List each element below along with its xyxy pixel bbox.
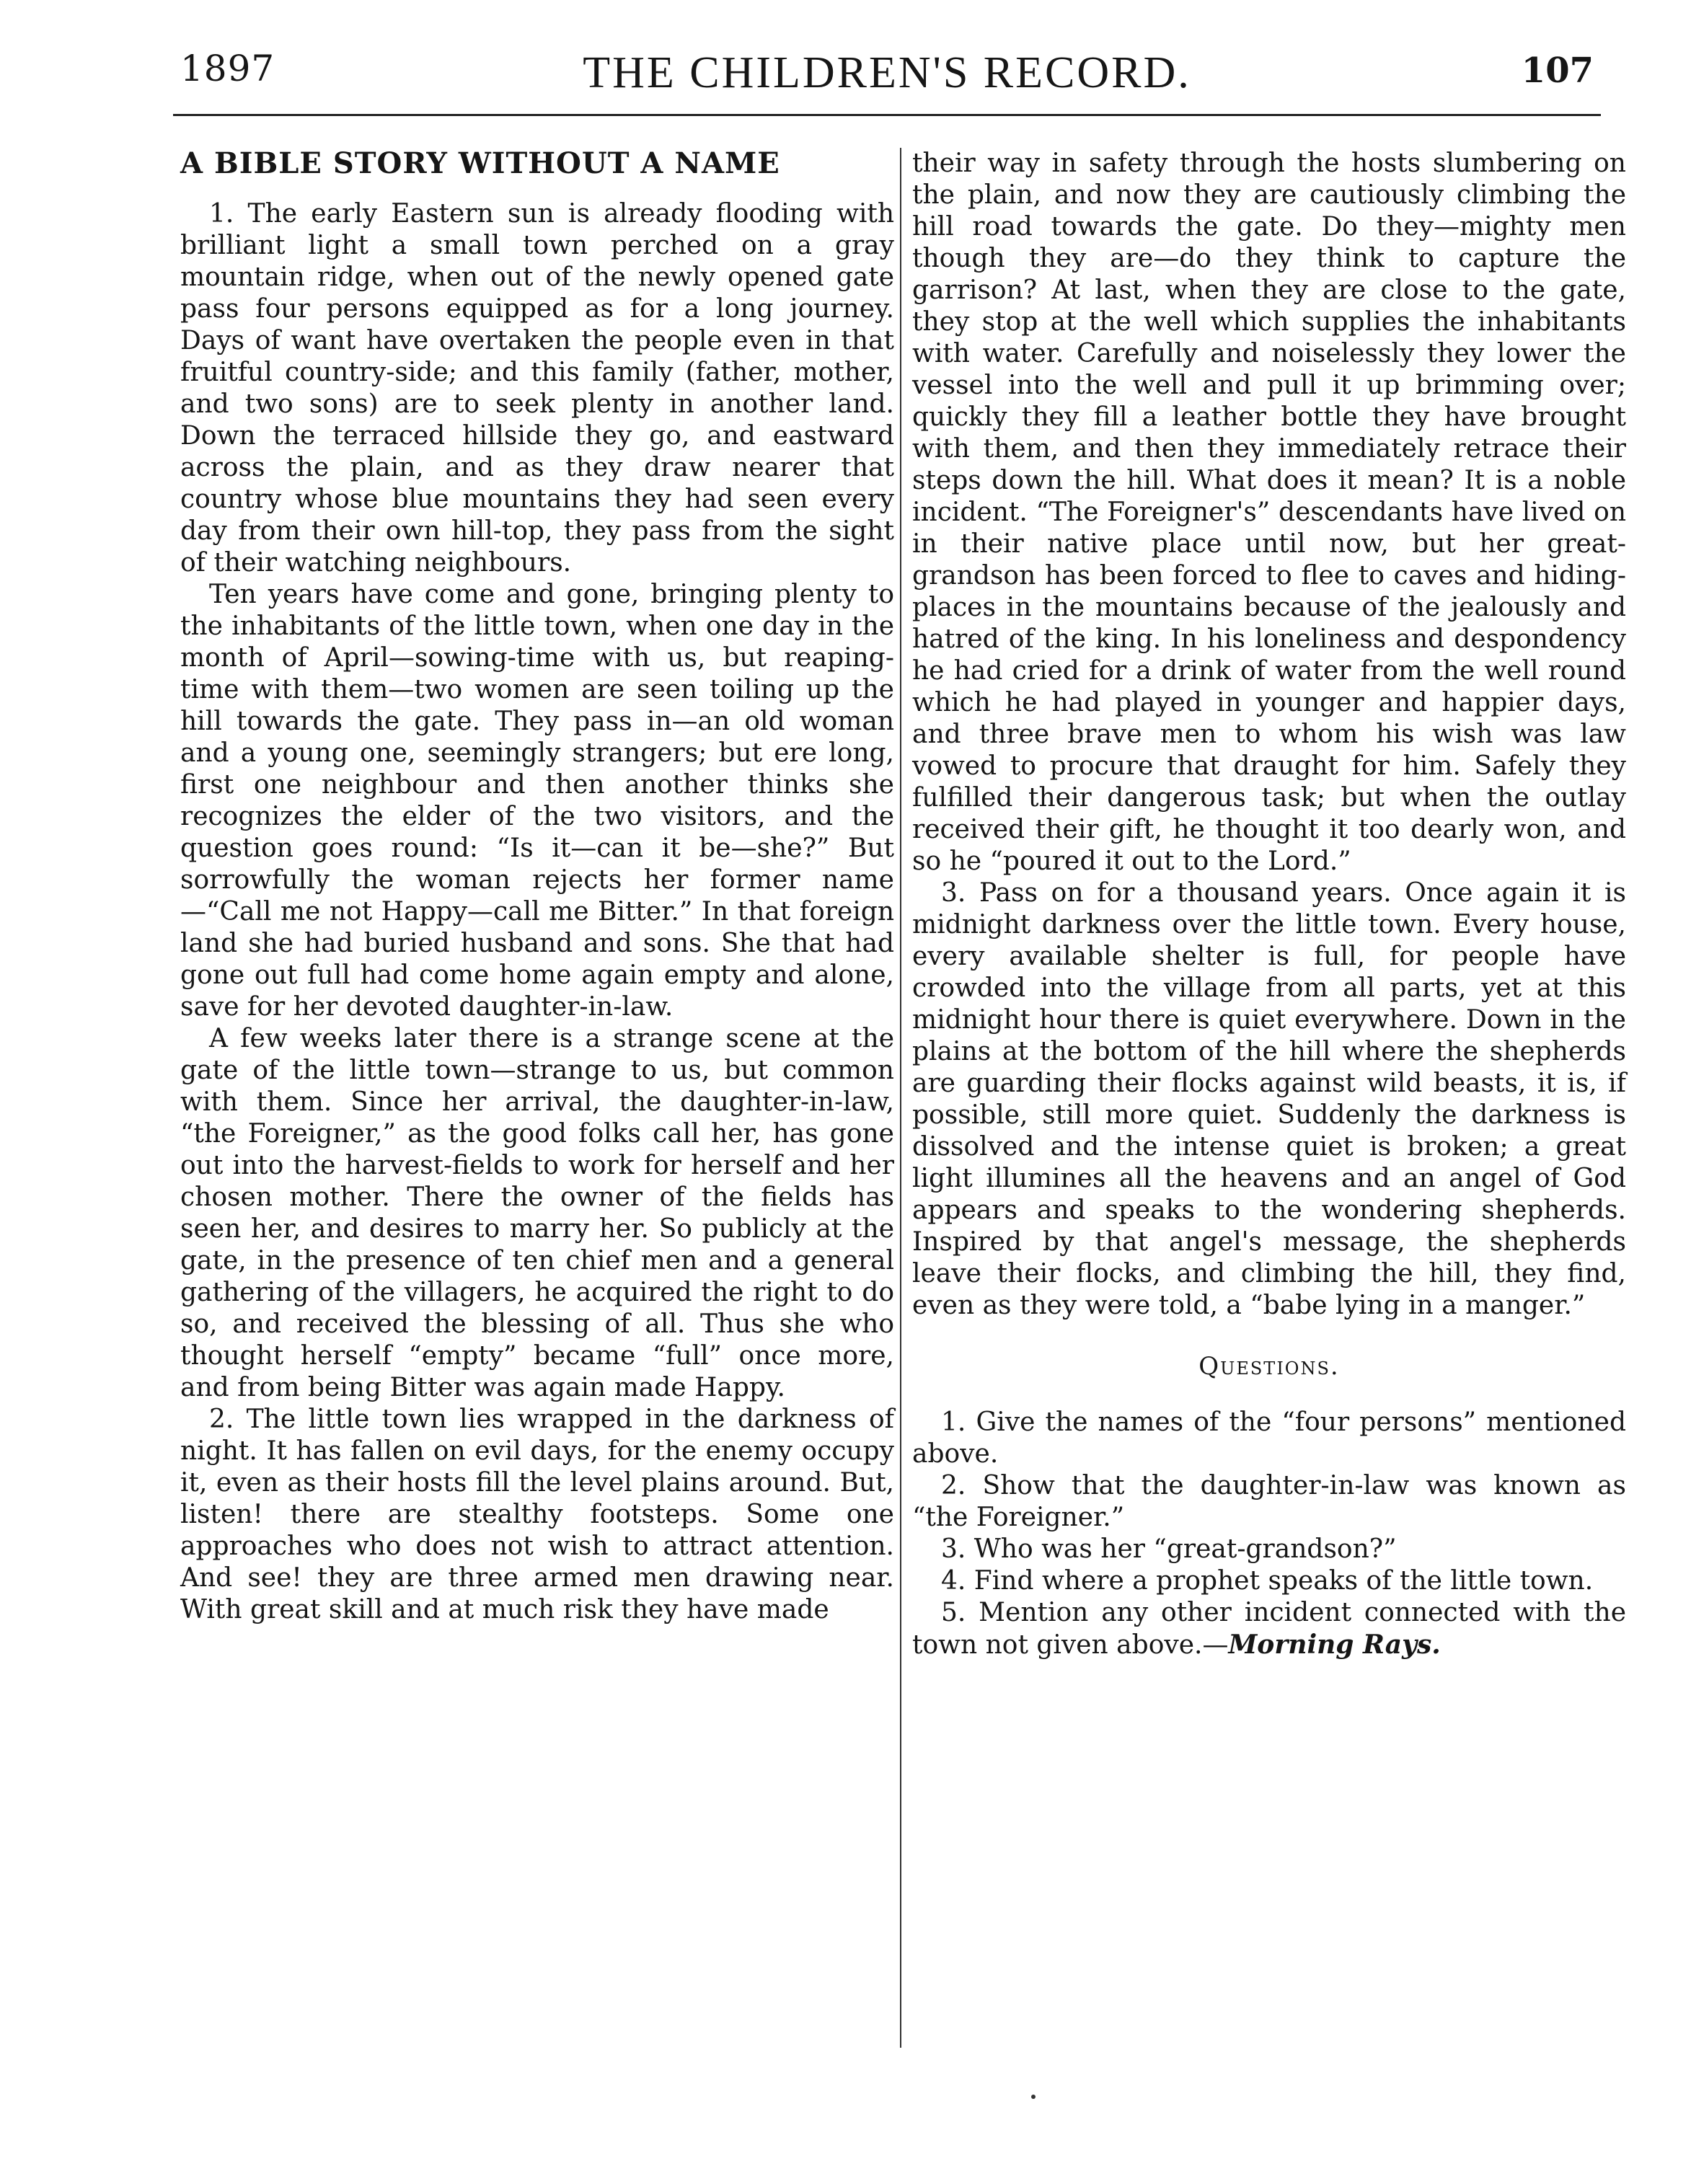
question-item: 4. Find where a prophet speaks of the little town.: [941, 1566, 1594, 1596]
column-divider: [900, 148, 901, 2048]
question-item: 3. Who was her “great-grandson?”: [941, 1534, 1397, 1564]
question-item: 1. Give the names of the “four persons” mentioned above.: [912, 1407, 1626, 1469]
header-rule: [173, 114, 1601, 116]
header-year: 1897: [180, 48, 275, 89]
paragraph: 3. Pass on for a thousand years. Once again it is midnight darkness over the little town. Every house, every available shelter is full, for people have crowded into the village from all parts, yet at this midnight hour there is quiet everywhere. Down in the plains at the bottom of the hill where the shepherds are guarding their flocks against wild beasts, it is, if possible, still more quiet. Suddenly the darkness is dissolved and the intense quiet is broken; a great light illumines all the heavens and an angel of God appears and speaks to the wondering shepherds. Inspired by that angel's message, the shepherds leave their flocks, and climbing the hill, they find, even as they were told, a “babe lying in a manger.”: [912, 878, 1626, 1320]
page-header: [173, 42, 1601, 107]
page-number: 107: [1521, 50, 1594, 91]
paragraph: A few weeks later there is a strange scene at the gate of the little town—strange to us, but common with them. Since her arrival, the daughter-in-law, “the Foreigner,” as the good folks call her, has gone out into the harvest-fields to work for herself and her chosen mother. There the owner of the fields has seen her, and desires to marry her. So publicly at the gate, in the presence of ten chief men and a general gathering of the villagers, he acquired the right to do so, and received the blessing of all. Thus she who thought herself “empty” became “full” once more, and from being Bitter was again made Happy.: [180, 1024, 894, 1402]
paragraph-continued: their way in safety through the hosts slumbering on the plain, and now they are cautiously climbing the hill road towards the gate. Do they—mighty men though they are—do they think to capture the garrison? At last, when they are close to the gate, they stop at the well which supplies the inhabitants with water. Carefully and noiselessly they lower the vessel into the well and pull it up brimming over; quickly they fill a leather bottle they have brought with them, and then they immediately retrace their steps down the hill. What does it mean? It is a noble incident. “The Foreigner's” descendants have lived on in their native place until now, but her great-grandson has been forced to flee to caves and hiding-places in the mountains because of the jealously and hatred of the king. In his loneliness and despondency he had cried for a drink of water from the well round which he had played in younger and happier days, and three brave men to whom his wish was law vowed to procure that draught for him. Safely they fulfilled their dangerous task; but when the outlay received their gift, he thought it too dearly won, and so he “poured it out to the Lord.”: [912, 149, 1626, 876]
paragraph: Ten years have come and gone, bringing plenty to the inhabitants of the little town, when one day in the month of April—sowing-time with us, but reaping-time with them—two women are seen toiling up the hill towards the gate. They pass in—an old woman and a young one, seemingly strangers; but ere long, first one neighbour and then another thinks she recognizes the elder of the two visitors, and the question goes round: “Is it—can it be—she?” But sorrowfully the woman rejects her former name—“Call me not Happy—call me Bitter.” In that foreign land she had buried husband and sons. She that had gone out full had come home again empty and alone, save for her devoted daughter-in-law.: [180, 580, 894, 1022]
question-item: 2. Show that the daughter-in-law was known as “the Foreigner.”: [912, 1471, 1626, 1532]
questions-heading: Questions.: [1198, 1352, 1340, 1381]
paragraph: 1. The early Eastern sun is already flooding with brilliant light a small town perched on a gray mountain ridge, when out of the newly opened gate pass four persons equipped as for a long journey. Days of want have overtaken the people even in that fruitful country-side; and this family (father, mother, and two sons) are to seek plenty in another land. Down the terraced hillside they go, and eastward across the plain, and as they draw nearer that country whose blue mountains they had seen every day from their own hill-top, they pass from the sight of their watching neighbours.: [180, 199, 894, 578]
question-item-last: [912, 1597, 1626, 1661]
question-text: 5. Mention any other incident connected with the town not given above.—: [912, 1598, 1626, 1660]
article-title: A BIBLE STORY WITHOUT A NAME: [180, 146, 780, 180]
left-column: [180, 148, 894, 1626]
print-speck: [1031, 2095, 1036, 2099]
publication-title: THE CHILDREN'S RECORD.: [583, 48, 1191, 97]
source-attribution: Morning Rays.: [1228, 1630, 1441, 1660]
paragraph: 2. The little town lies wrapped in the darkness of night. It has fallen on evil days, for the enemy occupy it, even as their hosts fill the level plains around. But, listen! there are stealthy footsteps. Some one approaches who does not wish to attract attention. And see! they are three armed men drawing near. With great skill and at much risk they have made: [180, 1405, 894, 1624]
right-column: [912, 148, 1626, 1661]
